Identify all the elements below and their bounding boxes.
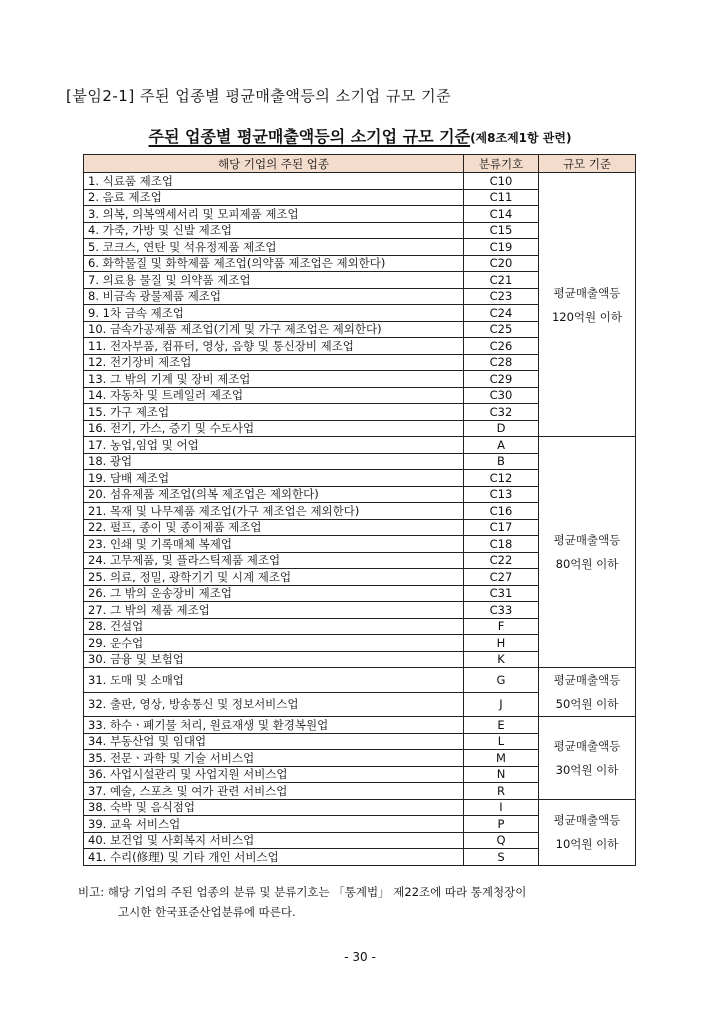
table-row xyxy=(84,173,636,190)
header-criteria: 규모 기준 xyxy=(539,155,636,173)
criteria-line-2: 30억원 이하 xyxy=(555,762,619,777)
header-industry: 해당 기업의 주된 업종 xyxy=(84,155,464,173)
page-number: - 30 - xyxy=(344,950,376,964)
code-cell: C17 xyxy=(464,519,539,536)
code-cell: C10 xyxy=(464,173,539,190)
industry-cell: 23. 인쇄 및 기록매체 복제업 xyxy=(84,536,464,553)
criteria-cell xyxy=(539,799,636,865)
code-cell: C21 xyxy=(464,272,539,289)
table-header-row xyxy=(84,155,636,173)
code-cell: C24 xyxy=(464,305,539,322)
code-cell: J xyxy=(464,692,539,717)
code-cell: C14 xyxy=(464,206,539,223)
code-cell: C29 xyxy=(464,371,539,388)
industry-cell: 15. 가구 제조업 xyxy=(84,404,464,421)
industry-cell: 35. 전문ㆍ과학 및 기술 서비스업 xyxy=(84,750,464,767)
code-cell: C22 xyxy=(464,552,539,569)
code-cell: C31 xyxy=(464,585,539,602)
code-cell: H xyxy=(464,635,539,652)
header-code: 분류기호 xyxy=(464,155,539,173)
size-criteria-table xyxy=(83,154,636,866)
code-cell: S xyxy=(464,849,539,866)
industry-cell: 30. 금융 및 보험업 xyxy=(84,651,464,668)
industry-cell: 12. 전기장비 제조업 xyxy=(84,354,464,371)
industry-cell: 2. 음료 제조업 xyxy=(84,189,464,206)
industry-cell: 10. 금속가공제품 제조업(기계 및 가구 제조업은 제외한다) xyxy=(84,321,464,338)
industry-cell: 25. 의료, 정밀, 광학기기 및 시계 제조업 xyxy=(84,569,464,586)
code-cell: N xyxy=(464,766,539,783)
code-cell: C12 xyxy=(464,470,539,487)
industry-cell: 22. 펄프, 종이 및 종이제품 제조업 xyxy=(84,519,464,536)
code-cell: C28 xyxy=(464,354,539,371)
industry-cell: 24. 고무제품, 및 플라스틱제품 제조업 xyxy=(84,552,464,569)
industry-cell: 13. 그 밖의 기계 및 장비 제조업 xyxy=(84,371,464,388)
industry-cell: 20. 섬유제품 제조업(의복 제조업은 제외한다) xyxy=(84,486,464,503)
criteria-line-2: 80억원 이하 xyxy=(555,557,619,571)
criteria-line-2: 50억원 이하 xyxy=(555,697,619,711)
table-row xyxy=(84,668,636,693)
criteria-line-2: 120억원 이하 xyxy=(551,309,623,324)
table-row xyxy=(84,799,636,816)
table-title: 주된 업종별 평균매출액등의 소기업 규모 기준 xyxy=(148,127,471,146)
industry-cell: 33. 하수ㆍ폐기물 처리, 원료재생 및 환경복원업 xyxy=(84,717,464,734)
code-cell: E xyxy=(464,717,539,734)
industry-cell: 9. 1차 금속 제조업 xyxy=(84,305,464,322)
note-line-1: 비고: 해당 기업의 주된 업종의 분류 및 분류기호는 「통계법」 제22조에 따라 통계청장이 xyxy=(78,885,527,899)
table-body xyxy=(84,173,636,866)
code-cell: C13 xyxy=(464,486,539,503)
industry-cell: 37. 예술, 스포츠 및 여가 관련 서비스업 xyxy=(84,783,464,800)
industry-cell: 29. 운수업 xyxy=(84,635,464,652)
code-cell: R xyxy=(464,783,539,800)
code-cell: K xyxy=(464,651,539,668)
criteria-line-1: 평균매출액등 xyxy=(553,285,621,300)
industry-cell: 41. 수리(修理) 및 기타 개인 서비스업 xyxy=(84,849,464,866)
industry-cell: 19. 담배 제조업 xyxy=(84,470,464,487)
table-heading xyxy=(0,124,720,147)
code-cell: C25 xyxy=(464,321,539,338)
industry-cell: 4. 가죽, 가방 및 신발 제조업 xyxy=(84,222,464,239)
industry-cell: 34. 부동산업 및 임대업 xyxy=(84,733,464,750)
code-cell: C23 xyxy=(464,288,539,305)
industry-cell: 1. 식료품 제조업 xyxy=(84,173,464,190)
code-cell: C16 xyxy=(464,503,539,520)
criteria-cell xyxy=(539,668,636,717)
criteria-cell xyxy=(539,717,636,800)
industry-cell: 5. 코크스, 연탄 및 석유정제품 제조업 xyxy=(84,239,464,256)
code-cell: C30 xyxy=(464,387,539,404)
code-cell: C26 xyxy=(464,338,539,355)
code-cell: M xyxy=(464,750,539,767)
code-cell: C33 xyxy=(464,602,539,619)
industry-cell: 31. 도매 및 소매업 xyxy=(84,668,464,693)
note xyxy=(78,882,658,922)
industry-cell: 14. 자동차 및 트레일러 제조업 xyxy=(84,387,464,404)
criteria-line-2: 10억원 이하 xyxy=(555,837,619,851)
code-cell: D xyxy=(464,420,539,437)
code-cell: C27 xyxy=(464,569,539,586)
code-cell: L xyxy=(464,733,539,750)
industry-cell: 40. 보건업 및 사회복지 서비스업 xyxy=(84,832,464,849)
code-cell: Q xyxy=(464,832,539,849)
industry-cell: 32. 출판, 영상, 방송통신 및 정보서비스업 xyxy=(84,692,464,717)
code-cell: I xyxy=(464,799,539,816)
industry-cell: 6. 화학물질 및 화학제품 제조업(의약품 제조업은 제외한다) xyxy=(84,255,464,272)
industry-cell: 38. 숙박 및 음식점업 xyxy=(84,799,464,816)
attachment-title: [붙임2-1] 주된 업종별 평균매출액등의 소기업 규모 기준 xyxy=(66,87,452,105)
industry-cell: 39. 교육 서비스업 xyxy=(84,816,464,833)
criteria-line-1: 평균매출액등 xyxy=(553,813,621,827)
code-cell: P xyxy=(464,816,539,833)
code-cell: C11 xyxy=(464,189,539,206)
criteria-line-1: 평균매출액등 xyxy=(553,738,621,753)
industry-cell: 17. 농업,임업 및 어업 xyxy=(84,437,464,454)
industry-cell: 26. 그 밖의 운송장비 제조업 xyxy=(84,585,464,602)
industry-cell: 36. 사업시설관리 및 사업지원 서비스업 xyxy=(84,766,464,783)
note-line-2: 고시한 한국표준산업분류에 따른다. xyxy=(118,905,296,919)
criteria-cell xyxy=(539,173,636,437)
table-subtitle: (제8조제1항 관련) xyxy=(470,131,572,145)
industry-cell: 27. 그 밖의 제품 제조업 xyxy=(84,602,464,619)
industry-cell: 28. 건설업 xyxy=(84,618,464,635)
industry-cell: 18. 광업 xyxy=(84,453,464,470)
code-cell: B xyxy=(464,453,539,470)
criteria-cell xyxy=(539,437,636,668)
code-cell: C32 xyxy=(464,404,539,421)
criteria-line-1: 평균매출액등 xyxy=(553,673,621,687)
table-row xyxy=(84,437,636,454)
code-cell: A xyxy=(464,437,539,454)
industry-cell: 7. 의료용 물질 및 의약품 제조업 xyxy=(84,272,464,289)
industry-cell: 21. 목재 및 나무제품 제조업(가구 제조업은 제외한다) xyxy=(84,503,464,520)
code-cell: C20 xyxy=(464,255,539,272)
industry-cell: 16. 전기, 가스, 증기 및 수도사업 xyxy=(84,420,464,437)
industry-cell: 3. 의복, 의복액세서리 및 모피제품 제조업 xyxy=(84,206,464,223)
criteria-line-1: 평균매출액등 xyxy=(553,533,621,547)
code-cell: C18 xyxy=(464,536,539,553)
code-cell: C15 xyxy=(464,222,539,239)
code-cell: C19 xyxy=(464,239,539,256)
code-cell: F xyxy=(464,618,539,635)
code-cell: G xyxy=(464,668,539,693)
industry-cell: 8. 비금속 광물제품 제조업 xyxy=(84,288,464,305)
table-row xyxy=(84,717,636,734)
industry-cell: 11. 전자부품, 컴퓨터, 영상, 음향 및 통신장비 제조업 xyxy=(84,338,464,355)
